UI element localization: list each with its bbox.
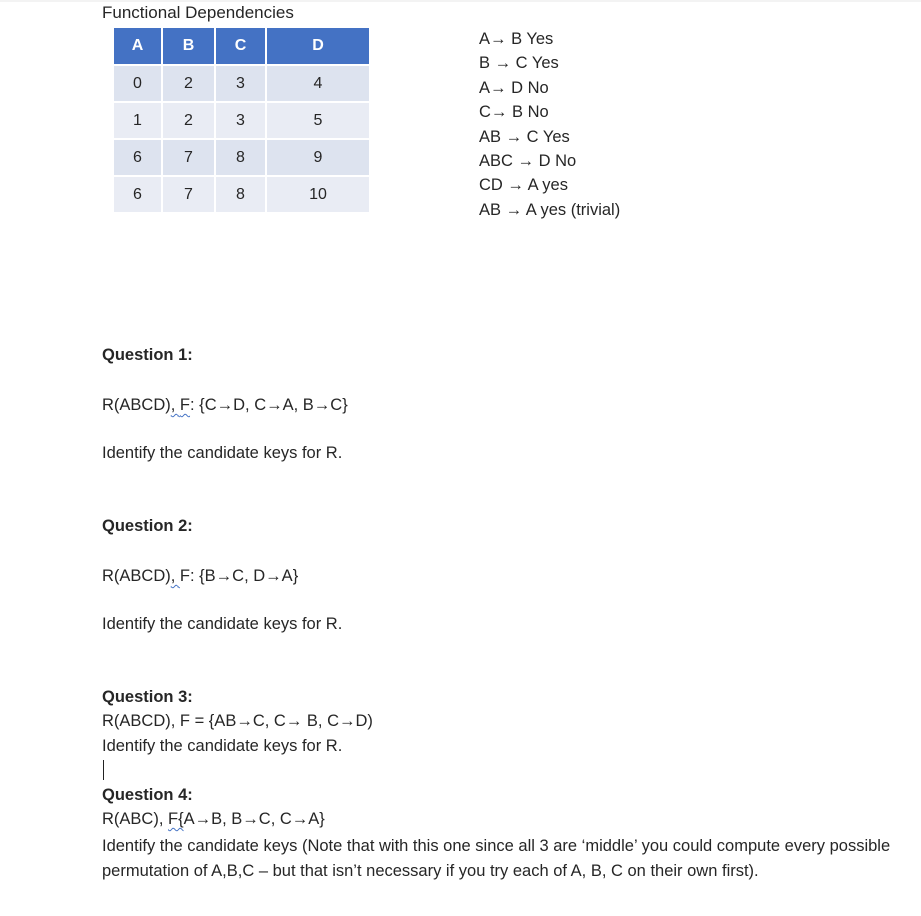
table-cell: 8 xyxy=(216,177,265,212)
page-top-edge xyxy=(0,0,921,2)
table-row xyxy=(114,66,369,101)
dependency-item: AB → C Yes xyxy=(479,127,570,146)
question-2-prompt: Identify the candidate keys for R. xyxy=(102,615,343,633)
question-4-relation xyxy=(102,810,325,829)
table-cell: 0 xyxy=(114,66,161,101)
relation-separator: , xyxy=(170,567,180,585)
relation-f-label: F xyxy=(179,396,191,414)
dependency-item: A→ B Yes xyxy=(479,30,554,48)
question-4-heading: Question 4: xyxy=(102,786,193,804)
table-cell: 6 xyxy=(114,177,161,212)
relation-name: R(ABCD) xyxy=(102,567,171,585)
relation-dependencies: F: {B→C, D→A} xyxy=(179,567,299,585)
relation-dependencies: A→B, B→C, C→A} xyxy=(183,810,325,828)
column-header-b: B xyxy=(163,28,214,64)
dependency-list xyxy=(479,27,620,222)
table-cell: 2 xyxy=(163,66,214,101)
relation-name: R(ABCD) xyxy=(102,396,171,414)
question-1-prompt: Identify the candidate keys for R. xyxy=(102,444,343,462)
relation-separator: , xyxy=(170,396,180,414)
dependency-item: CD → A yes xyxy=(479,176,568,195)
table-cell: 4 xyxy=(267,66,369,101)
table-cell: 10 xyxy=(267,177,369,212)
relation-dependencies: : {C→D, C→A, B→C} xyxy=(190,396,348,414)
table-cell: 9 xyxy=(267,140,369,175)
question-3-prompt: Identify the candidate keys for R. xyxy=(102,737,343,755)
page-title: Functional Dependencies xyxy=(102,3,294,22)
table-row xyxy=(114,140,369,175)
column-header-c: C xyxy=(216,28,265,64)
dependency-item: ABC → D No xyxy=(479,152,577,171)
table-cell: 2 xyxy=(163,103,214,138)
dependency-item: B → C Yes xyxy=(479,54,559,73)
relation-name: R(ABC), xyxy=(102,810,168,828)
table-cell: 8 xyxy=(216,140,265,175)
table-cell: 3 xyxy=(216,66,265,101)
table-cell: 7 xyxy=(163,140,214,175)
dependency-item: AB → A yes (trivial) xyxy=(479,200,621,219)
question-1-relation xyxy=(102,396,348,415)
dependency-item: C→ B No xyxy=(479,103,549,122)
fd-table xyxy=(112,26,371,214)
table-cell: 5 xyxy=(267,103,369,138)
column-header-a: A xyxy=(114,28,161,64)
text-cursor xyxy=(103,760,104,780)
table-cell: 3 xyxy=(216,103,265,138)
table-row xyxy=(114,103,369,138)
table-cell: 6 xyxy=(114,140,161,175)
table-cell: 1 xyxy=(114,103,161,138)
question-3-relation: R(ABCD), F = {AB→C, C→ B, C→D) xyxy=(102,712,373,730)
column-header-d: D xyxy=(267,28,369,64)
question-4-prompt: Identify the candidate keys (Note that with this one since all 3 are ‘middle’ you could compute every possible permutation of A,B,C – but that isn’t necessary if you try each of A, B, C on their own first). xyxy=(102,837,891,880)
table-row xyxy=(114,177,369,212)
question-1-heading: Question 1: xyxy=(102,346,193,364)
table-cell: 7 xyxy=(163,177,214,212)
dependency-item: A→ D No xyxy=(479,78,549,97)
question-2-heading: Question 2: xyxy=(102,517,193,535)
table-header-row xyxy=(114,28,369,64)
question-2-relation xyxy=(102,567,298,586)
question-3-heading: Question 3: xyxy=(102,688,193,706)
relation-f-label: F{ xyxy=(168,810,184,828)
